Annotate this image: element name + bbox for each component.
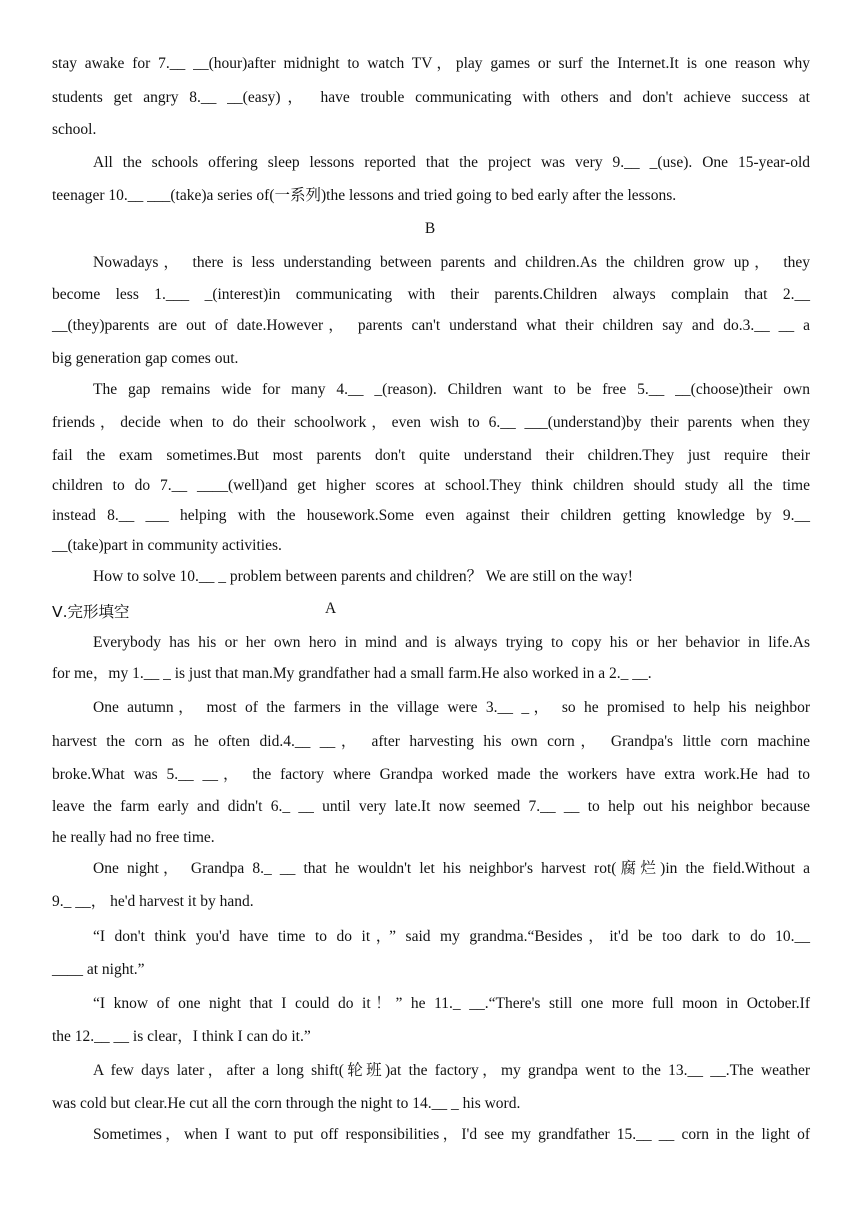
text-line: leave the farm early and didn't 6._ __ until very late.It now seemed 7.__ __ to help out his neighbor because [52,798,810,815]
text-line: students get angry 8.__ __(easy)， have trouble communicating with others and don't achieve success at [52,89,810,106]
text-line: the 12.__ __ is clear，I think I can do it.” [52,1028,311,1045]
text-line: Nowadays， there is less understanding between parents and children.As the children grow up， they [93,254,810,271]
text-line: __(take)part in community activities. [52,537,282,554]
text-line: The gap remains wide for many 4.__ _(reason). Children want to be free 5.__ __(choose)their own [93,381,810,398]
text-line: __(they)parents are out of date.However， parents can't understand what their children say and do.3.__ __ a [52,317,810,334]
section-heading: Ⅴ.完形填空 [52,603,130,621]
text-line: Everybody has his or her own hero in mind and is always trying to copy his or her behavior in life.As [93,634,810,651]
text-line: “I don't think you'd have time to do it，” said my grandma.“Besides，it'd be too dark to do 10.__ [93,928,810,945]
text-line: One night， Grandpa 8._ __ that he wouldn't let his neighbor's harvest rot(腐烂)in the field.Without a [93,860,810,877]
text-line: How to solve 10.__ _ problem between parents and children？ We are still on the way! [93,568,633,585]
text-line: “I know of one night that I could do it！” he 11._ __.“There's still one more full moon in October.If [93,995,810,1012]
text-line: stay awake for 7.__ __(hour)after midnight to watch TV，play games or surf the Internet.It is one reason why [52,55,810,72]
text-line: All the schools offering sleep lessons reported that the project was very 9.__ _(use). One 15-year-old [93,154,810,171]
text-line: school. [52,121,97,138]
section-label: A [325,600,337,617]
text-line: ____ at night.” [52,961,145,978]
text-line: Sometimes，when I want to put off responsibilities，I'd see my grandfather 15.__ __ corn in the light of [93,1126,810,1143]
text-line: friends，decide when to do their schoolwork，even wish to 6.__ ___(understand)by their parents when they [52,414,810,431]
text-line: become less 1.___ _(interest)in communicating with their parents.Children always complain that 2.__ [52,286,810,303]
text-line: children to do 7.__ ____(well)and get higher scores at school.They think children should study all the time [52,477,810,494]
text-line: One autumn， most of the farmers in the village were 3.__ _， so he promised to help his neighbor [93,699,810,716]
text-line: 9._ __， he'd harvest it by hand. [52,893,254,910]
text-line: was cold but clear.He cut all the corn through the night to 14.__ _ his word. [52,1095,521,1112]
text-line: broke.What was 5.__ __， the factory where Grandpa worked made the workers have extra work.He had to [52,766,810,783]
text-line: for me，my 1.__ _ is just that man.My grandfather had a small farm.He also worked in a 2._ __. [52,665,652,682]
text-line: harvest the corn as he often did.4.__ __， after harvesting his own corn， Grandpa's little corn machine [52,733,810,750]
text-line: A few days later，after a long shift(轮班)at the factory，my grandpa went to the 13.__ __.The weather [93,1062,810,1079]
text-line: fail the exam sometimes.But most parents don't quite understand their children.They just require their [52,447,810,464]
text-line: big generation gap comes out. [52,350,239,367]
section-label: B [424,220,436,237]
text-line: he really had no free time. [52,829,215,846]
text-line: teenager 10.__ ___(take)a series of(一系列)the lessons and tried going to bed early after the lessons. [52,187,677,204]
text-line: instead 8.__ ___ helping with the housework.Some even against their children getting knowledge by 9.__ [52,507,810,524]
